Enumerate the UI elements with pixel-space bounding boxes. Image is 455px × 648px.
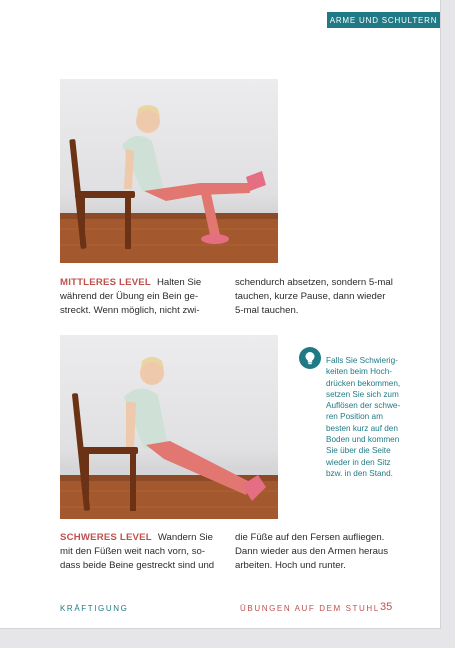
text-line: Wandern Sie: [157, 532, 213, 543]
text-line: Halten Sie: [156, 277, 202, 288]
level-label-hard: SCHWERES LEVEL: [60, 532, 152, 543]
tip-line: Falls Sie Schwierig-: [326, 356, 398, 365]
tip-line: bzw. in den Stand.: [326, 468, 393, 478]
text-line: mit den Füßen weit nach vorn, so-: [60, 546, 206, 557]
tip-line: wieder in den Sitz: [326, 457, 391, 467]
text-line: arbeiten. Hoch und runter.: [235, 560, 346, 571]
text-line: Dann wieder aus den Armen heraus: [235, 546, 389, 557]
tip-line: drücken bekommen,: [326, 378, 401, 388]
level-label-medium: MITTLERES LEVEL: [60, 277, 151, 288]
hard-text-col1: [60, 531, 225, 573]
text-line: tauchen, kurze Pause, dann wieder: [235, 291, 386, 302]
medium-text-col1: [60, 276, 220, 318]
footer-chapter: KRÄFTIGUNG: [60, 604, 129, 613]
tip-line: besten kurz auf den: [326, 423, 398, 433]
tip-line: setzen Sie sich zum: [326, 389, 399, 399]
tip-line: Sie über die Seite: [326, 446, 391, 456]
hard-text-col2: [235, 531, 410, 573]
tip-line: Boden und kommen: [326, 435, 400, 445]
page-number: 35: [380, 601, 393, 613]
tip-line: ren Position am: [326, 412, 383, 422]
tip-line: Auflösen der schwe-: [326, 401, 401, 411]
text-line: während der Übung ein Bein ge-: [60, 291, 199, 302]
text-line: streckt. Wenn möglich, nicht zwi-: [60, 305, 200, 316]
text-line: die Füße auf den Fersen aufliegen.: [235, 532, 385, 543]
tip-line: keiten beim Hoch-: [326, 367, 392, 377]
text-line: dass beide Beine gestreckt sind und: [60, 560, 215, 571]
tip-text: [326, 355, 426, 479]
section-tab: ARME UND SCHULTERN: [327, 12, 440, 28]
medium-text-col2: [235, 276, 410, 318]
text-line: schendurch absetzen, sondern 5-mal: [235, 277, 393, 288]
exercise-photo-hard: [60, 335, 278, 519]
footer-section: ÜBUNGEN AUF DEM STUHL: [240, 604, 380, 613]
lightbulb-icon: [299, 347, 321, 369]
text-line: 5-mal tauchen.: [235, 305, 299, 316]
exercise-photo-medium: [60, 79, 278, 263]
